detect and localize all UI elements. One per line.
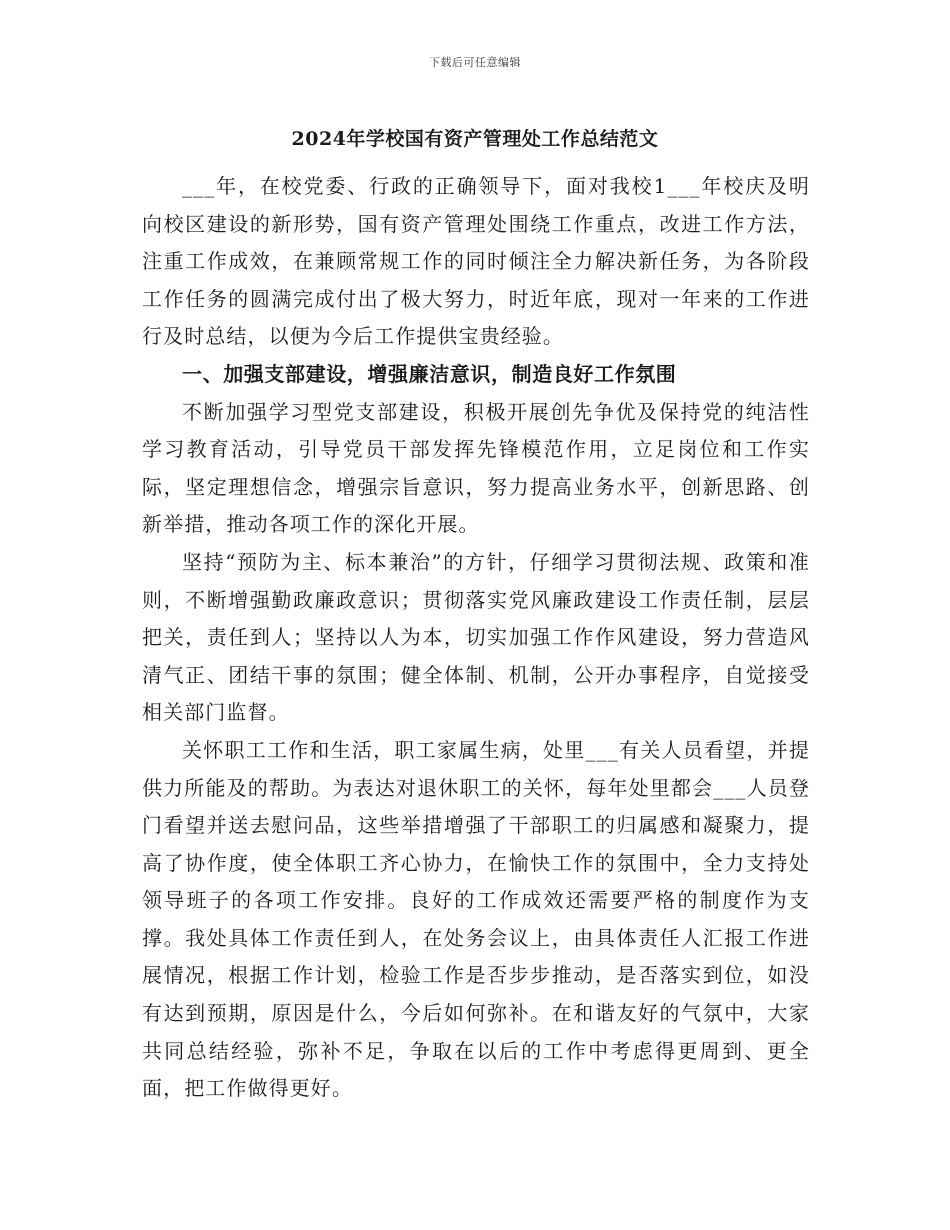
intro-paragraph: ___年，在校党委、行政的正确领导下，面对我校1___年校庆及明向校区建设的新形势，国有资产管理处围绕工作重点，改进工作方法，注重工作成效，在兼顾常规工作的同时倾注全力解决新任务，为各阶段工作任务的圆满完成付出了极大努力，时近年底，现对一年来的工作进行及时总结，以便为今后工作提供宝贵经验。 bbox=[142, 174, 810, 349]
page-header-note: 下载后可任意编辑 bbox=[429, 56, 521, 69]
body-paragraph: 不断加强学习型党支部建设，积极开展创先争优及保持党的纯洁性学习教育活动，引导党员干部发挥先锋模范作用，立足岗位和工作实际，坚定理想信念，增强宗旨意识，努力提高业务水平，创新思路、创新举措，推动各项工作的深化开展。 bbox=[142, 399, 810, 537]
document-body bbox=[142, 168, 810, 1108]
body-paragraph: 关怀职工工作和生活，职工家属生病，处里___有关人员看望，并提供力所能及的帮助。为表达对退休职工的关怀，每年处里都会___人员登门看望并送去慰问品，这些举措增强了干部职工的归属感和凝聚力，提高了协作度，使全体职工齐心协力，在愉快工作的氛围中，全力支持处领导班子的各项工作安排。良好的工作成效还需要严格的制度作为支撑。我处具体工作责任到人，在处务会议上，由具体责任人汇报工作进展情况，根据工作计划，检验工作是否步步推动，是否落实到位，如没有达到预期，原因是什么，今后如何弥补。在和谐友好的气氛中，大家共同总结经验，弥补不足，争取在以后的工作中考虑得更周到、更全面，把工作做得更好。 bbox=[142, 737, 810, 1101]
body-paragraph: 坚持“预防为主、标本兼治”的方针，仔细学习贯彻法规、政策和准则，不断增强勤政廉政意识；贯彻落实党风廉政建设工作责任制，层层把关，责任到人；坚持以人为本，切实加强工作作风建设，努力营造风清气正、团结干事的氛围；健全体制、机制，公开办事程序，自觉接受相关部门监督。 bbox=[142, 549, 810, 725]
section-heading-1: 一、加强支部建设，增强廉洁意识，制造良好工作氛围 bbox=[182, 361, 677, 386]
document-title: 2024年学校国有资产管理处工作总结范文 bbox=[291, 128, 659, 150]
